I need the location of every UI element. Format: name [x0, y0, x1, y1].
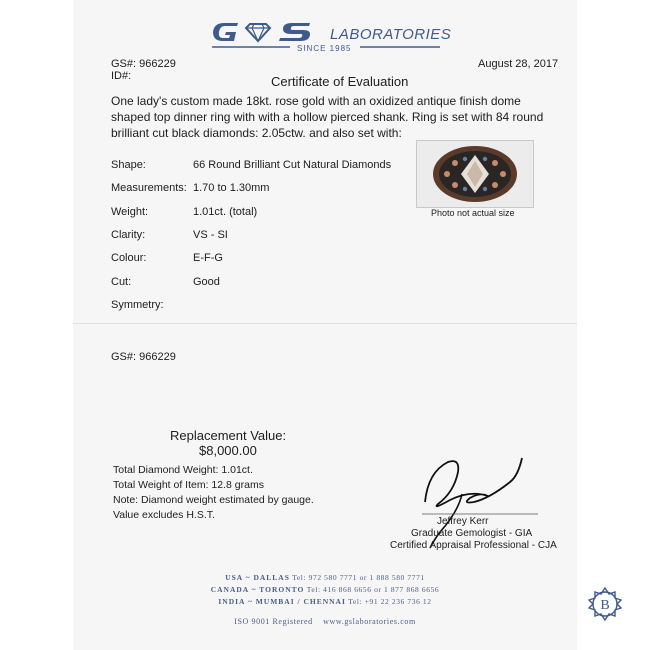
footer-usa-tel: Tel: 972 580 7771 or 1 888 580 7771 — [292, 573, 425, 582]
note-line: Note: Diamond weight estimated by gauge. — [113, 494, 314, 506]
footer-iso — [0, 617, 650, 626]
description-line: shaped top dinner ring with with a hollow pierced shank. Ring is set with 84 round — [111, 110, 544, 124]
id-label: ID#: — [111, 70, 132, 82]
spec-value-measurements: 1.70 to 1.30mm — [193, 182, 270, 194]
replacement-value: $8,000.00 — [199, 443, 257, 458]
lower-gs-number: GS#: 966229 — [111, 351, 176, 363]
photo-caption: Photo not actual size — [431, 208, 515, 218]
footer-india — [0, 597, 650, 606]
brand-mark-text — [210, 14, 211, 15]
spec-label-colour: Colour: — [111, 252, 147, 264]
b-seal-icon — [587, 586, 623, 622]
spec-label-weight: Weight: — [111, 206, 149, 218]
footer-iso-text: ISO 9001 Registered — [234, 617, 313, 626]
footer-website-link[interactable]: www.gslaboratories.com — [323, 617, 416, 626]
certificate-date: August 28, 2017 — [478, 58, 559, 70]
signer-credential: Certified Appraisal Professional - CJA — [390, 540, 557, 551]
brand-text: LABORATORIES — [330, 26, 452, 43]
certificate-title: Certificate of Evaluation — [271, 74, 409, 89]
footer-canada — [0, 585, 650, 594]
spec-label-symmetry: Symmetry: — [111, 299, 164, 311]
note-line: Total Diamond Weight: 1.01ct. — [113, 464, 253, 476]
spec-value-cut: Good — [193, 276, 220, 288]
footer-usa — [0, 573, 650, 582]
spec-label-shape: Shape: — [111, 159, 146, 171]
description-line: One lady's custom made 18kt. rose gold with an oxidized antique finish dome — [111, 94, 521, 108]
gs-number: GS#: 966229 — [111, 58, 176, 70]
description-line: brilliant cut black diamonds: 2.05ctw. and also set with: — [111, 126, 402, 140]
signer-name: Jeffrey Kerr — [437, 516, 489, 527]
footer-india-place: INDIA ~ MUMBAI / CHENNAI — [218, 597, 346, 606]
footer-canada-place: CANADA ~ TORONTO — [210, 585, 305, 594]
spec-label-clarity: Clarity: — [111, 229, 146, 241]
note-line: Value excludes H.S.T. — [113, 509, 215, 521]
spec-value-clarity: VS - SI — [193, 229, 228, 241]
footer-usa-place: USA ~ DALLAS — [225, 573, 290, 582]
spec-value-shape: 66 Round Brilliant Cut Natural Diamonds — [193, 159, 392, 171]
badge-letter: B — [600, 598, 610, 613]
since-text: SINCE 1985 — [297, 44, 352, 53]
footer-india-tel: Tel: +91 22 236 736 12 — [348, 597, 432, 606]
footer-canada-tel: Tel: 416 868 6656 or 1 877 868 6656 — [306, 585, 440, 594]
signer-title: Graduate Gemologist - GIA — [411, 528, 533, 539]
replacement-label: Replacement Value: — [170, 428, 287, 443]
spec-value-weight: 1.01ct. (total) — [193, 206, 258, 218]
spec-label-measurements: Measurements: — [111, 182, 187, 194]
note-line: Total Weight of Item: 12.8 grams — [113, 479, 264, 491]
spec-value-colour: E-F-G — [193, 252, 223, 264]
spec-label-cut: Cut: — [111, 276, 132, 288]
ring-photo — [416, 140, 534, 208]
paper-fold-line — [73, 323, 577, 324]
